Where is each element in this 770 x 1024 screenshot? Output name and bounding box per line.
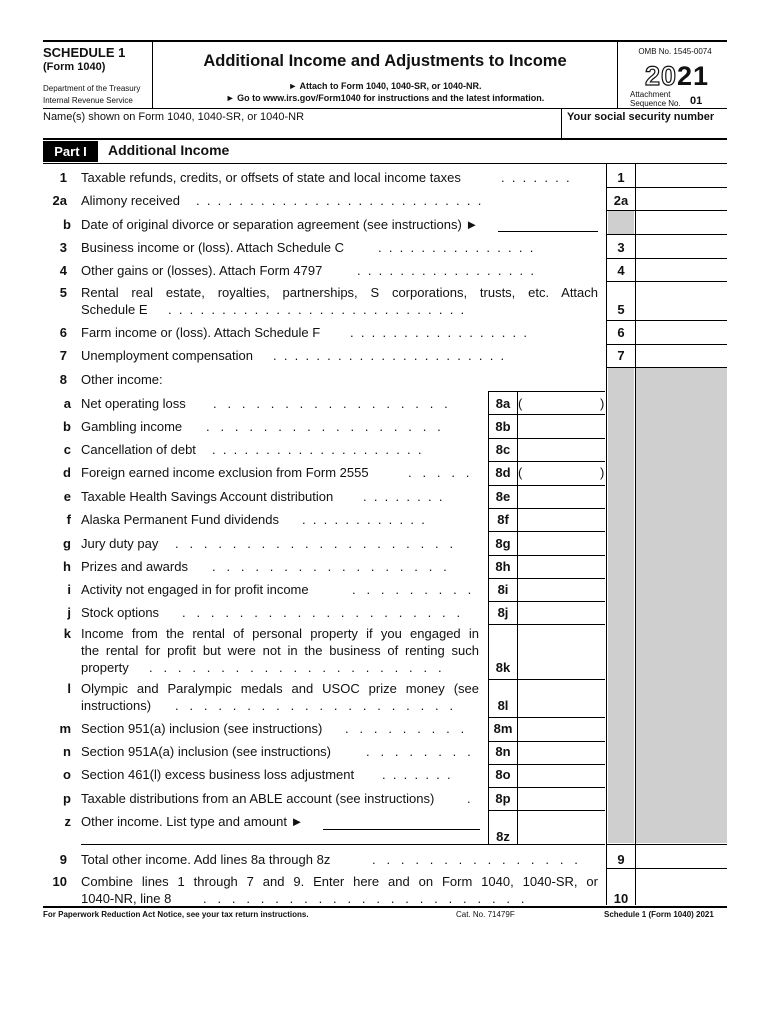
rule-r7 xyxy=(606,367,727,368)
line-8j-amount-input[interactable] xyxy=(519,602,604,623)
line-9-amount-input[interactable] xyxy=(637,846,725,867)
line-1-amount-input[interactable] xyxy=(637,165,725,186)
line-label: Section 461(l) excess business loss adjustment xyxy=(81,767,355,782)
part-title: Additional Income xyxy=(108,142,230,158)
line-number: p xyxy=(63,791,71,806)
line-label: Gambling income xyxy=(81,419,183,434)
rule-m8j xyxy=(488,624,605,625)
line-box-number: 1 xyxy=(617,170,625,185)
leader-dots: . . . . . . . . . . . . . . . . . . . . . . xyxy=(273,348,505,363)
catalog-number: Cat. No. 71479F xyxy=(456,910,515,919)
line-5-amount-input[interactable] xyxy=(637,283,725,319)
line-2a-amount-input[interactable] xyxy=(637,189,725,209)
line-label: Income from the rental of personal property if you engaged in xyxy=(81,626,479,641)
top-rule xyxy=(43,40,727,42)
line-3-amount-input[interactable] xyxy=(637,236,725,257)
tax-year-outline: 20 xyxy=(644,61,677,91)
shade-line8-amount xyxy=(636,368,727,843)
leader-dots: . . . . . . . . . . . . . . . . . xyxy=(213,396,448,411)
line-number: 3 xyxy=(59,240,67,255)
line-8a-amount-input[interactable] xyxy=(524,393,598,413)
line-box-number: 4 xyxy=(617,263,625,278)
line-number: c xyxy=(63,442,71,457)
leader-dots: . . . . . . . . . xyxy=(345,721,465,736)
line-8d-amount-input[interactable] xyxy=(524,463,598,483)
line-number: 8 xyxy=(59,372,67,387)
rule-m8k xyxy=(488,679,605,680)
sequence-number: 01 xyxy=(690,95,703,107)
sequence-label: Sequence No. xyxy=(630,99,681,108)
footer-schedule: Schedule 1 (Form 1040) 2021 xyxy=(604,910,714,919)
line-number: k xyxy=(63,626,71,641)
leader-dots: . . . . . . . . . . . . . . . . . . . . xyxy=(175,536,454,551)
rule-r2a xyxy=(606,210,727,211)
leader-dots: . . . . . . . . . . . . . . . xyxy=(372,852,578,867)
rule-m8p xyxy=(488,810,605,811)
line-label: Alaska Permanent Fund dividends xyxy=(81,512,280,527)
line-box-number: 10 xyxy=(613,891,629,906)
ssn-field-label: Your social security number xyxy=(567,111,715,123)
line-box-number: 8a xyxy=(495,396,511,411)
rule-m8z xyxy=(81,844,605,845)
line-7-amount-input[interactable] xyxy=(637,346,725,366)
other-income-type-input[interactable] xyxy=(323,829,480,830)
line-number: 5 xyxy=(59,285,67,300)
line-number: j xyxy=(67,605,71,620)
close-paren: ) xyxy=(600,396,605,411)
line-4-amount-input[interactable] xyxy=(637,259,725,280)
leader-dots: . . . . . . . . xyxy=(363,489,443,504)
line-label: Other gains or (losses). Attach Form 4797 xyxy=(81,263,323,278)
attachment-label: Attachment xyxy=(630,90,671,99)
line-label: Combine lines 1 through 7 and 9. Enter here and on Form 1040, 1040-SR, or xyxy=(81,874,598,889)
rule-m8c xyxy=(488,461,605,462)
line-label: Activity not engaged in for profit income xyxy=(81,582,309,597)
line-box-number: 8l xyxy=(497,698,509,713)
line-label: Other income. List type and amount ► xyxy=(81,814,304,829)
schedule-form-label: (Form 1040) xyxy=(43,61,106,73)
line-box-number: 8n xyxy=(495,744,511,759)
line-number: 7 xyxy=(59,348,67,363)
line-number: o xyxy=(63,767,71,782)
attach-instruction: ► Attach to Form 1040, 1040-SR, or 1040-NR. xyxy=(288,81,482,91)
part-rule xyxy=(43,163,727,164)
line-number: b xyxy=(63,419,71,434)
rule-r4 xyxy=(606,281,727,282)
line-label: Other income: xyxy=(81,372,163,387)
rule-m8b xyxy=(488,438,605,439)
line-8g-amount-input[interactable] xyxy=(519,533,604,554)
ssn-input[interactable] xyxy=(565,124,725,138)
line-label: Rental real estate, royalties, partnerships, S corporations, trusts, etc. Attach xyxy=(81,285,598,300)
line-box-number: 8f xyxy=(497,512,509,527)
line-box-number: 6 xyxy=(617,325,625,340)
line-label: Foreign earned income exclusion from Form 2555 xyxy=(81,465,369,480)
leader-dots: . . . . . . . . . . . . . . . . . . . . . xyxy=(149,660,442,675)
line-label: Taxable Health Savings Account distribution xyxy=(81,489,334,504)
form-title: Additional Income and Adjustments to Income xyxy=(203,52,567,70)
line-box-number: 2a xyxy=(613,193,629,208)
line-box-number: 8o xyxy=(495,767,511,782)
line-number: i xyxy=(67,582,71,597)
line-label: Section 951(a) inclusion (see instructions) xyxy=(81,721,323,736)
leader-dots: . . . . . . . xyxy=(501,170,570,185)
line-label: Taxable refunds, credits, or offsets of state and local income taxes xyxy=(81,170,461,185)
line-number: m xyxy=(59,721,71,736)
name-field-label: Name(s) shown on Form 1040, 1040-SR, or 1040-NR xyxy=(43,111,305,123)
line-number: 1 xyxy=(59,170,67,185)
tax-year-bold: 21 xyxy=(677,61,710,91)
leader-dots: . . . . . . . . . . . . . . . . . . . . xyxy=(175,698,454,713)
rule-r8z xyxy=(606,844,727,845)
line-box-number: 8c xyxy=(495,442,511,457)
leader-dots: . xyxy=(467,791,471,806)
line-box-number: 5 xyxy=(617,302,625,317)
line-label: Taxable distributions from an ABLE account (see instructions) xyxy=(81,791,435,806)
line-box-number: 7 xyxy=(617,348,625,363)
line-label: Unemployment compensation xyxy=(81,348,253,363)
paperwork-notice: For Paperwork Reduction Act Notice, see your tax return instructions. xyxy=(43,910,309,919)
open-paren: ( xyxy=(518,465,523,480)
line-box-number: 8m xyxy=(493,721,513,736)
header-divider-right xyxy=(617,40,618,108)
line-8l-amount-input[interactable] xyxy=(519,681,604,716)
leader-dots: . . . . . . . . . xyxy=(352,582,472,597)
line-number: n xyxy=(63,744,71,759)
rule-m8f xyxy=(488,531,605,532)
leader-dots: . . . . . . . . . . . . . . . . . xyxy=(357,263,534,278)
line-box-number: 8z xyxy=(496,829,510,844)
leader-dots: . . . . . . . . . . . . . . . . . . . . xyxy=(182,605,461,620)
open-paren: ( xyxy=(518,396,523,411)
line-number: 10 xyxy=(52,874,67,889)
leader-dots: . . . . . . . . . . . . xyxy=(302,512,425,527)
line-box-number: 8e xyxy=(495,489,511,504)
line-label: Jury duty pay xyxy=(81,536,159,551)
line-box-number: 3 xyxy=(617,240,625,255)
line-label: Olympic and Paralympic medals and USOC prize money (see xyxy=(81,681,479,696)
name-row-rule xyxy=(43,138,727,140)
line-8o-amount-input[interactable] xyxy=(519,765,604,786)
line-label: Cancellation of debt xyxy=(81,442,196,457)
rule-r2b xyxy=(606,234,727,235)
line-label-cont: instructions) xyxy=(81,698,152,713)
line-number: z xyxy=(64,814,71,829)
instructions-link[interactable]: ► Go to www.irs.gov/Form1040 for instructions and the latest information. xyxy=(225,93,545,103)
line-8m-amount-input[interactable] xyxy=(519,719,604,740)
line-box-number: 8i xyxy=(497,582,509,597)
line-number: 4 xyxy=(59,263,67,278)
rule-r1 xyxy=(606,187,727,188)
line-number: g xyxy=(63,536,71,551)
part-label: Part I xyxy=(43,141,98,162)
line-8i-amount-input[interactable] xyxy=(519,579,604,600)
line-8k-amount-input[interactable] xyxy=(519,626,604,678)
line-number: e xyxy=(63,489,71,504)
leader-dots: . . . . . . . . . . . . . . . xyxy=(378,240,534,255)
rule-m8a xyxy=(488,414,605,415)
leader-dots: . . . . . . . . . . . . . . . . . . . . . . . . . . . xyxy=(196,193,482,208)
line-label: Section 951A(a) inclusion (see instructions) xyxy=(81,744,332,759)
line-8h-amount-input[interactable] xyxy=(519,556,604,577)
line-box-number: 9 xyxy=(617,852,625,867)
header-divider-left xyxy=(152,40,153,108)
line-label-cont: the rental for profit but were not in the business of renting such xyxy=(81,643,479,658)
shade-line8-box xyxy=(608,368,634,843)
schedule-title: SCHEDULE 1 xyxy=(43,45,126,60)
line-label: Stock options xyxy=(81,605,160,620)
header-bottom-rule xyxy=(43,108,727,109)
line-number: l xyxy=(67,681,71,696)
line-number: f xyxy=(66,512,71,527)
line-number: h xyxy=(63,559,71,574)
line-label: Total other income. Add lines 8a through 8z xyxy=(81,852,331,867)
divorce-date-input[interactable] xyxy=(498,231,598,232)
rule-r5 xyxy=(606,320,727,321)
line-label-cont: Schedule E xyxy=(81,302,148,317)
line-label: Farm income or (loss). Attach Schedule F xyxy=(81,325,321,340)
line-6-amount-input[interactable] xyxy=(637,322,725,343)
line-box-number: 8b xyxy=(495,419,511,434)
rule-m-top xyxy=(488,391,605,392)
leader-dots: . . . . . . . . . . . . . . . . . xyxy=(212,559,447,574)
shade-2b xyxy=(608,211,634,234)
line-number: b xyxy=(63,217,71,232)
line-box-number: 8p xyxy=(495,791,511,806)
line-label: Prizes and awards xyxy=(81,559,188,574)
line-box-number: 8d xyxy=(495,465,511,480)
leader-dots: . . . . . . . xyxy=(382,767,451,782)
ssn-divider xyxy=(561,108,562,138)
rule-m8l xyxy=(488,717,605,718)
line-label: Business income or (loss). Attach Schedule C xyxy=(81,240,345,255)
rule-r6 xyxy=(606,344,727,345)
line-10-amount-input[interactable] xyxy=(637,870,725,905)
line-label-cont: 1040-NR, line 8 xyxy=(81,891,172,906)
department-line: Department of the Treasury xyxy=(43,84,141,93)
rule-r9 xyxy=(606,868,727,869)
leader-dots: . . . . . . . . . . . . . . . . . xyxy=(206,419,441,434)
line-8c-amount-input[interactable] xyxy=(519,440,604,460)
line-8e-amount-input[interactable] xyxy=(519,486,604,507)
irs-line: Internal Revenue Service xyxy=(43,96,133,105)
leader-dots: . . . . . . . . . . . . . . . . . . . . . . . xyxy=(203,891,525,906)
leader-dots: . . . . . xyxy=(408,465,470,480)
line-box-number: 8j xyxy=(497,605,509,620)
leader-dots: . . . . . . . . . . . . . . . . . . . . xyxy=(212,442,422,457)
line-8z-amount-input[interactable] xyxy=(519,812,604,843)
line-box-number: 8h xyxy=(495,559,511,574)
line-label: Alimony received xyxy=(81,193,180,208)
line-label-cont: property xyxy=(81,660,129,675)
omb-number: OMB No. 1545-0074 xyxy=(638,47,712,56)
line-box-number: 8g xyxy=(495,536,511,551)
name-input[interactable] xyxy=(43,124,558,138)
line-number: 6 xyxy=(59,325,67,340)
line-8b-amount-input[interactable] xyxy=(519,416,604,436)
line-number: d xyxy=(63,465,71,480)
line-label: Net operating loss xyxy=(81,396,186,411)
line-label: Date of original divorce or separation agreement (see instructions) ► xyxy=(81,217,479,232)
line-box-number: 8k xyxy=(495,660,511,675)
line-number: 2a xyxy=(52,193,67,208)
tax-year xyxy=(627,61,727,92)
bottom-rule xyxy=(43,906,727,908)
line-8p-amount-input[interactable] xyxy=(519,788,604,809)
line-number: 9 xyxy=(59,852,67,867)
leader-dots: . . . . . . . . . . . . . . . . . . . . . . . . . . . . xyxy=(168,302,465,317)
line-8n-amount-input[interactable] xyxy=(519,742,604,763)
line-8f-amount-input[interactable] xyxy=(519,509,604,530)
leader-dots: . . . . . . . . . . . . . . . . . xyxy=(350,325,527,340)
amount-border xyxy=(635,163,636,905)
line-number: a xyxy=(63,396,71,411)
leader-dots: . . . . . . . . xyxy=(366,744,471,759)
close-paren: ) xyxy=(600,465,605,480)
